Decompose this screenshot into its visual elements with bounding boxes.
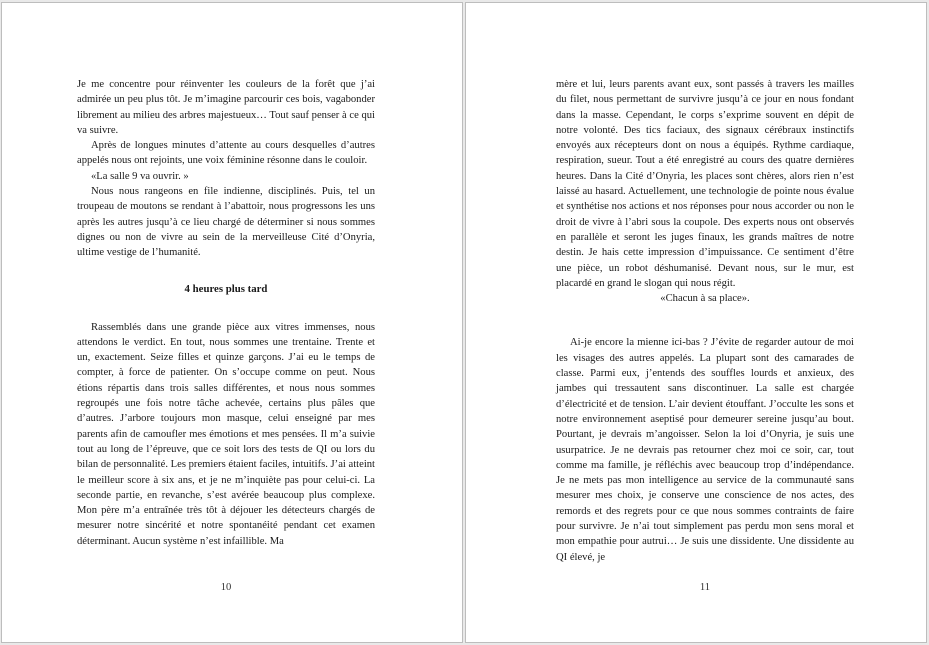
- right-page: [465, 2, 927, 643]
- page-number: 11: [699, 582, 711, 593]
- section-heading: 4 heures plus tard: [184, 282, 268, 295]
- dialogue-line: «La salle 9 va ouvrir. »: [91, 170, 189, 182]
- page-number: 10: [220, 582, 232, 593]
- left-page: [1, 2, 463, 643]
- paragraph: Ai-je encore la mienne ici-bas ? J’évite de regarder autour de moi les visages des autres appelés. La plupart sont des camarades de classe. Parmi eux, j’entends des souffles lourds et anxieux, des jambes qui tressautent sans discontinuer. La salle est chargée d’électricité et de tension. L’air devient étouffant. J’occulte les sons et notre environnement aseptisé pour demeurer sereine jusqu’au bout. Pourtant, je devrais m’angoisser. Selon la loi d’Onyria, je suis une usurpatrice. Je ne devrais pas retourner chez moi ce soir, car, tout comme ma famille, je réfléchis avec beaucoup trop d’indépendance. Je ne mets pas mon intelligence au service de la communauté sans mesurer mes choix, je conserve une conscience de nos actes, des remords et des regrets pour ce que nous sommes contraints de faire pour survivre. Je n’ai tout simplement pas perdu mon sens moral et mon empathie pour autrui… Je suis une dissidente. Une dissidente au QI élevé, je: [556, 337, 854, 563]
- paragraph: Rassemblés dans une grande pièce aux vitres immenses, nous attendons le verdict. En tout, nous sommes une trentaine. Trente et un, exactement. Seize filles et quinze garçons. J’ai eu le temps de compter, à force de patienter. On s’occupe comme on peut. Nous étions répartis dans trois salles différentes, et nous nous sommes regroupés une fois notre tâche achevée, certains plus pâles que d’autres. J’arbore toujours mon masque, celui enseigné par mes parents afin de camoufler mes émotions et mes pensées. Il m’a suivie tout au long de l’épreuve, que ce soit lors des tests de QI ou lors du bilan de personnalité. Les premiers étaient faciles, intuitifs. J’ai atteint le meilleur score à six ans, et je ne m’inquiète pas pour celui-ci. La seconde partie, en revanche, s’est avérée beaucoup plus complexe. Mon père m’a entraînée très tôt à déjouer les détecteurs chargés de mesurer notre sincérité et notre spontanéité pendant cet examen déterminant. Aucun système n’est infaillible. Ma: [77, 321, 375, 547]
- section-gap: [556, 306, 854, 335]
- paragraph: mère et lui, leurs parents avant eux, sont passés à travers les mailles du filet, nous permettant de survivre jusqu’à ce jour en nous fondant dans la masse. Cependant, le corps s’exprime souvent en dépit de notre volonté. Des tics faciaux, des signaux cérébraux instinctifs envoyés aux récepteurs dont on nous a équipés. Rythme cardiaque, respiration, sueur. Tout a été enregistré au cours des quatre dernières heures. Dans la Cité d’Onyria, les places sont chères, alors rien n’est laissé au hasard. Actuellement, une technologie de pointe nous évalue et synthétise nos actions et nos réponses pour nous accorder ou non le droit de vivre à l’abri sous la coupole. Des experts nous ont observés en parallèle et seront les juges finaux, les grands maîtres de notre destin. Je hais cette impression d’impuissance. Ce sentiment d’être une pièce, un robot déshumanisé. Devant nous, sur le mur, est placardé en grand le slogan qui nous régit.: [556, 79, 854, 289]
- paragraph: Après de longues minutes d’attente au cours desquelles d’autres appelés nous ont rejoints, une voix féminine résonne dans le couloir.: [77, 140, 375, 167]
- right-page-text: [556, 77, 854, 565]
- left-page-text: [77, 77, 375, 549]
- paragraph: Nous nous rangeons en file indienne, disciplinés. Puis, tel un troupeau de moutons se rendant à l’abattoir, nous progressons les uns après les autres jusqu’à ce lieu chargé de déterminer si nous sommes dignes ou non de vivre au sein de la merveilleuse Cité d’Onyria, ultime vestige de l’humanité.: [77, 186, 375, 259]
- slogan-line: «Chacun à sa place».: [660, 293, 750, 305]
- paragraph: Je me concentre pour réinventer les couleurs de la forêt que j’ai admirée un peu plus tôt. Je m’imagine parcourir ces bois, vagabonder librement au milieu des arbres majestueux… Tout sauf penser à ce qui va suivre.: [77, 79, 375, 136]
